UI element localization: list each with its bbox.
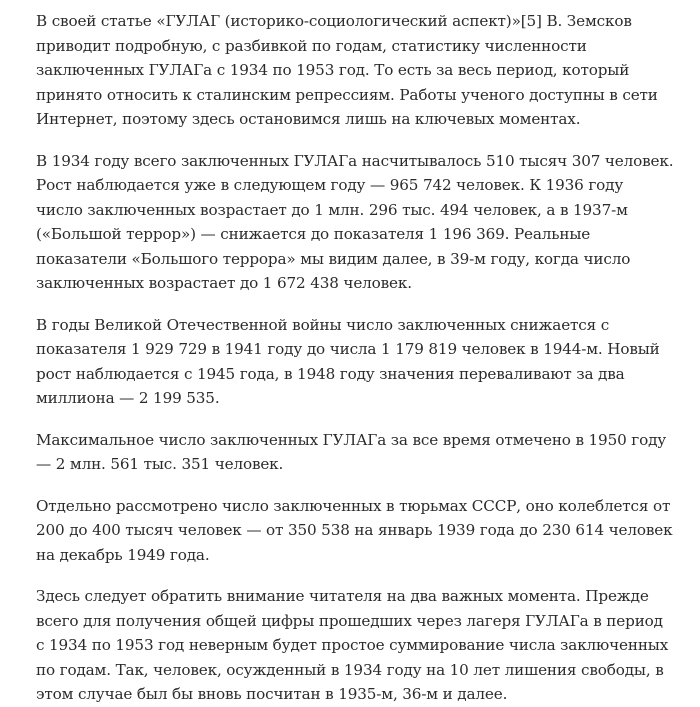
paragraph-caveats: Здесь следует обратить внимание читателя на два важных момента. Прежде всего для получения общей цифры прошедших через лагеря ГУЛАГа в период с 1934 по 1953 год неверным будет простое суммирование числа заключенных по годам. Так, человек, осужденный в 1934 году на 10 лет лишения свободы, в этом случае был бы вновь посчитан в 1935-м, 36-м и далее. <box>36 587 669 703</box>
paragraph-war-stats: В годы Великой Отечественной войны число заключенных снижается с показателя 1 929 729 в 1941 году до числа 1 179 819 человек в 1944-м. Новый рост наблюдается с 1945 года, в 1948 году значения переваливают за два миллиона — 2 199 535. <box>36 315 660 407</box>
paragraph-intro: В своей статье «ГУЛАГ (историко-социологический аспект)»[5] В. Земсков приводит подробную, с разбивкой по годам, статистику численности заключенных ГУЛАГа с 1934 по 1953 год. То есть за весь период, который принято относить к сталинским репрессиям. Работы ученого доступны в сети Интернет, поэтому здесь остановимся лишь на ключевых моментах. <box>36 12 658 128</box>
paragraph-prewar-stats: В 1934 году всего заключенных ГУЛАГа насчитывалось 510 тысяч 307 человек. Рост наблюдается уже в следующем году — 965 742 человек. К 1936 году число заключенных возрастает до 1 млн. 296 тыс. 494 человек, а в 1937-м («Большой террор») — снижается до показателя 1 196 369. Реальные показатели «Большого террора» мы видим далее, в 39-м году, когда число заключенных возрастает до 1 672 438 человек. <box>36 151 674 292</box>
paragraph-maximum: Максимальное число заключенных ГУЛАГа за все время отмечено в 1950 году — 2 млн. 561 тыс. 351 человек. <box>36 430 667 473</box>
paragraph-prisons: Отдельно рассмотрено число заключенных в тюрьмах СССР, оно колеблется от 200 до 400 тысяч человек — от 350 538 на январь 1939 года до 230 614 человек на декабрь 1949 года. <box>36 496 673 564</box>
